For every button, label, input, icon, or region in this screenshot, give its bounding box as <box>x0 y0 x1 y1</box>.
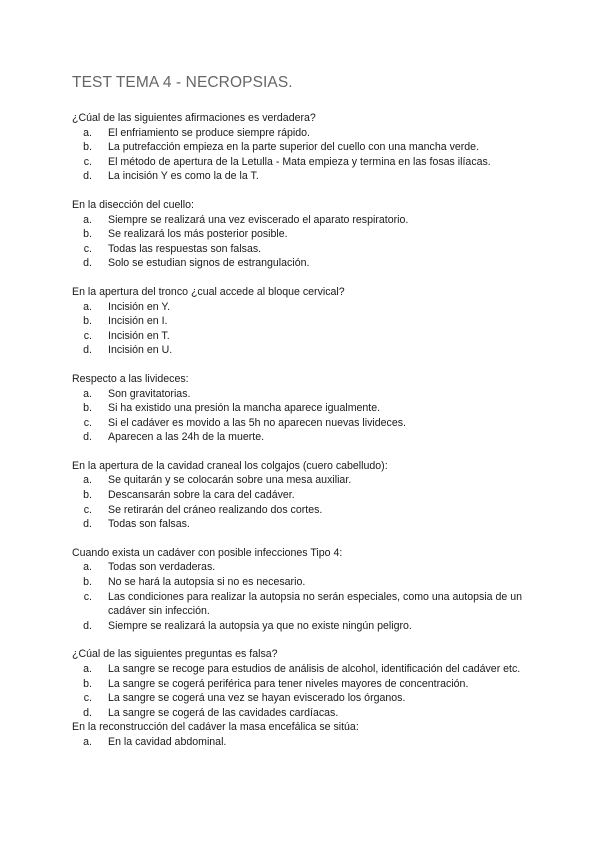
question-7 <box>72 647 542 720</box>
option-text: La putrefacción empieza en la parte superior del cuello con una mancha verde. <box>108 141 480 154</box>
option-text: La sangre se cogerá de las cavidades cardíacas. <box>108 706 339 719</box>
option-letter: d. <box>83 518 92 531</box>
option-letter: c. <box>83 155 92 168</box>
option-text: La incisión Y es como la de la T. <box>108 170 259 183</box>
options-list <box>72 662 542 720</box>
option-text: Todas son verdaderas. <box>108 561 216 574</box>
option-letter: b. <box>83 489 92 502</box>
option-d <box>72 430 542 445</box>
options-list <box>72 473 542 531</box>
option-a <box>72 560 542 575</box>
option-letter: b. <box>83 576 92 589</box>
document-title: TEST TEMA 4 - NECROPSIAS. <box>72 74 293 91</box>
question-text: En la disección del cuello: <box>72 198 194 211</box>
option-a <box>72 662 542 677</box>
option-d <box>72 619 542 634</box>
option-b <box>72 314 542 329</box>
option-a <box>72 213 542 228</box>
question-text: Cuando exista un cadáver con posible infecciones Tipo 4: <box>72 546 343 559</box>
option-letter: d. <box>83 170 92 183</box>
option-text: Siempre se realizará una vez eviscerado el aparato respiratorio. <box>108 213 409 226</box>
option-text: Aparecen a las 24h de la muerte. <box>108 431 265 444</box>
option-letter: a. <box>83 663 92 675</box>
option-letter: d. <box>83 706 92 719</box>
question-5 <box>72 459 542 532</box>
option-letter: a. <box>83 213 92 226</box>
option-letter: c. <box>83 242 92 255</box>
option-text: Incisión en U. <box>108 344 173 357</box>
option-text: Todas son falsas. <box>108 518 190 531</box>
option-text: El método de apertura de la Letulla - Mata empieza y termina en las fosas ilíacas. <box>108 155 491 168</box>
question-2 <box>72 198 542 271</box>
question-text: En la apertura del tronco ¿cual accede al bloque cervical? <box>72 285 345 298</box>
option-letter: d. <box>83 257 92 270</box>
option-text: En la cavidad abdominal. <box>108 735 227 748</box>
option-b <box>72 401 542 416</box>
option-c <box>72 691 542 706</box>
option-d <box>72 256 542 271</box>
option-text: Son gravitatorias. <box>108 387 191 400</box>
question-6 <box>72 546 542 634</box>
option-d <box>72 706 542 721</box>
option-d <box>72 169 542 184</box>
option-text: Si el cadáver es movido a las 5h no aparecen nuevas livideces. <box>108 416 406 429</box>
option-letter: d. <box>83 344 92 357</box>
question-text: En la reconstrucción del cadáver la masa encefálica se sitúa: <box>72 721 359 734</box>
question-4 <box>72 372 542 445</box>
option-text: Incisión en T. <box>108 329 170 342</box>
options-list <box>72 126 542 184</box>
option-d <box>72 517 542 532</box>
option-c <box>72 590 542 619</box>
options-list <box>72 735 542 750</box>
option-a <box>72 473 542 488</box>
option-c <box>72 503 542 518</box>
option-c <box>72 329 542 344</box>
option-text: Se quitarán y se colocarán sobre una mesa auxiliar. <box>108 474 352 487</box>
option-letter: c. <box>83 590 92 603</box>
options-list <box>72 300 542 358</box>
option-b <box>72 575 542 590</box>
question-text: ¿Cúal de las siguientes preguntas es falsa? <box>72 648 278 661</box>
option-b <box>72 488 542 503</box>
question-3 <box>72 285 542 358</box>
option-letter: b. <box>83 141 92 154</box>
option-letter: a. <box>83 561 92 574</box>
option-d <box>72 343 542 358</box>
options-list <box>72 387 542 445</box>
option-text: Las condiciones para realizar la autopsia no serán especiales, como una autopsia de un cadáver sin infección. <box>108 590 523 618</box>
question-text: Respecto a las livideces: <box>72 372 189 385</box>
option-letter: a. <box>83 300 92 313</box>
option-letter: b. <box>83 228 92 241</box>
option-b <box>72 140 542 155</box>
option-a <box>72 126 542 141</box>
option-letter: b. <box>83 315 92 328</box>
option-c <box>72 416 542 431</box>
option-text: La sangre se cogerá una vez se hayan eviscerado los órganos. <box>108 692 406 705</box>
option-letter: b. <box>83 677 92 690</box>
option-a <box>72 300 542 315</box>
option-text: El enfriamiento se produce siempre rápido. <box>108 126 310 139</box>
option-letter: d. <box>83 619 92 632</box>
option-letter: a. <box>83 735 92 748</box>
option-a <box>72 387 542 402</box>
option-letter: d. <box>83 431 92 444</box>
option-letter: c. <box>83 503 92 516</box>
option-b <box>72 227 542 242</box>
question-text: ¿Cúal de las siguientes afirmaciones es verdadera? <box>72 112 316 124</box>
option-text: Incisión en Y. <box>108 300 171 313</box>
option-c <box>72 242 542 257</box>
option-text: Todas las respuestas son falsas. <box>108 242 262 255</box>
option-letter: a. <box>83 126 92 139</box>
option-c <box>72 155 542 170</box>
option-text: Solo se estudian signos de estrangulación. <box>108 257 310 270</box>
options-list <box>72 560 542 633</box>
document-page <box>72 74 542 764</box>
option-letter: a. <box>83 387 92 400</box>
question-1 <box>72 111 542 184</box>
options-list <box>72 213 542 271</box>
option-text: La sangre se recoge para estudios de análisis de alcohol, identificación del cadáver etc. <box>108 663 521 675</box>
option-letter: c. <box>83 416 92 429</box>
option-text: Siempre se realizará la autopsia ya que no existe ningún peligro. <box>108 619 412 632</box>
option-text: Se retirarán del cráneo realizando dos cortes. <box>108 503 323 516</box>
option-text: No se hará la autopsia si no es necesario. <box>108 576 306 589</box>
option-a <box>72 735 542 750</box>
option-b <box>72 677 542 692</box>
option-text: La sangre se cogerá periférica para tener niveles mayores de concentración. <box>108 677 469 690</box>
option-letter: b. <box>83 402 92 415</box>
option-letter: a. <box>83 474 92 487</box>
option-text: Incisión en I. <box>108 315 168 328</box>
question-text: En la apertura de la cavidad craneal los colgajos (cuero cabelludo): <box>72 459 388 472</box>
option-text: Descansarán sobre la cara del cadáver. <box>108 489 295 502</box>
question-8 <box>72 720 542 749</box>
option-text: Si ha existido una presión la mancha aparece igualmente. <box>108 402 381 415</box>
option-letter: c. <box>83 329 92 342</box>
option-text: Se realizará los más posterior posible. <box>108 228 288 241</box>
option-letter: c. <box>83 692 92 705</box>
